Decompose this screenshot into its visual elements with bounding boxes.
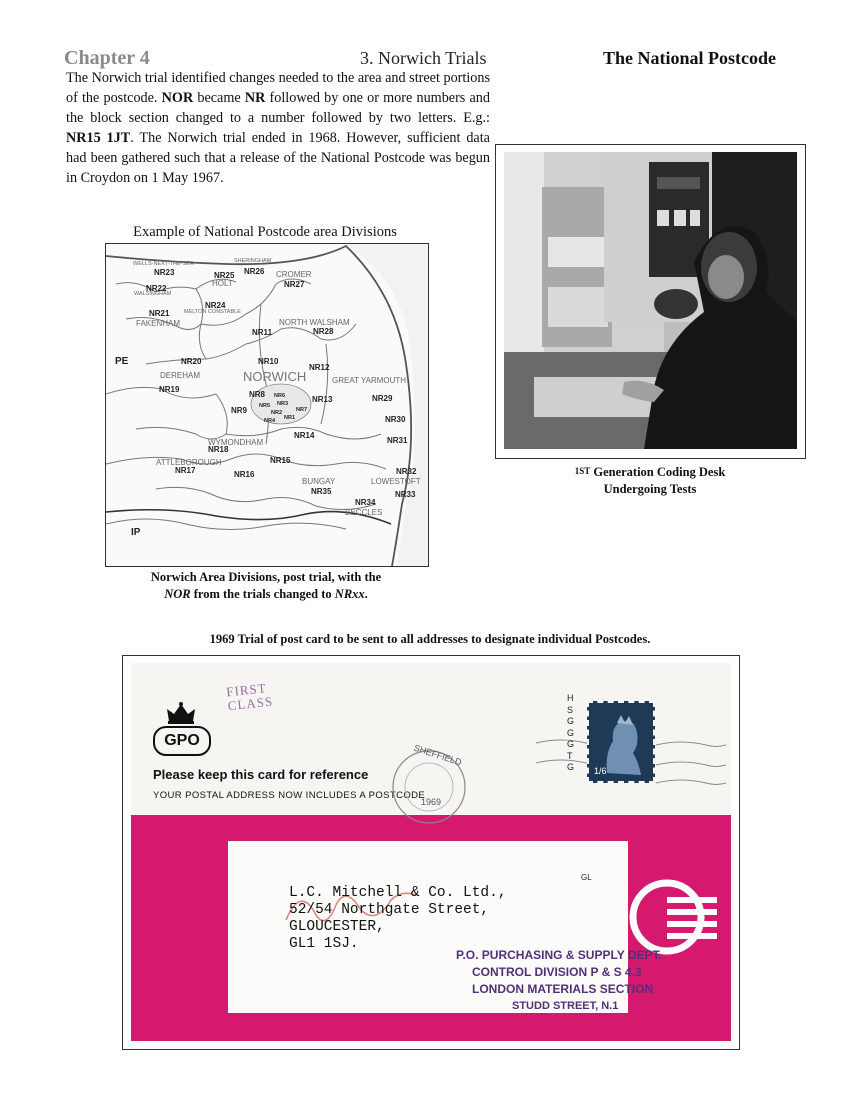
town-label: DEREHAM	[160, 371, 201, 380]
district-code: NR7	[296, 407, 308, 413]
district-code: NR18	[208, 445, 229, 454]
district-code: NR3	[277, 401, 289, 407]
district-code: NR29	[372, 394, 393, 403]
map-title: Example of National Postcode area Divisions	[133, 224, 397, 240]
postcard	[131, 663, 731, 1041]
district-code: NR15	[270, 456, 291, 465]
chapter-label: Chapter 4	[64, 47, 150, 69]
photo-caption: 1ST Generation Coding Desk Undergoing Tests	[574, 465, 726, 496]
sender-stamp: P.O. PURCHASING & SUPPLY DEPT. CONTROL DIVISION P & S 4.3 LONDON MATERIALS SECTION STUDD STREET, N.1	[456, 948, 662, 1012]
map-caption: Norwich Area Divisions, post trial, with the NOR from the trials changed to NRxx.	[150, 570, 382, 601]
crown-icon	[165, 701, 197, 725]
town-label: WYMONDHAM	[208, 438, 264, 447]
keep-card-text: Please keep this card for reference	[153, 767, 369, 782]
postcode-note: YOUR POSTAL ADDRESS NOW INCLUDES A POSTCODE	[153, 790, 426, 801]
district-code: NR1	[284, 415, 296, 421]
district-code: NR32	[396, 467, 417, 476]
postcode-map	[105, 243, 429, 567]
town-label: ATTLEBOROUGH	[156, 458, 222, 467]
district-code: NR8	[249, 390, 266, 399]
town-label: BUNGAY	[302, 477, 336, 486]
town-label: HOLT	[212, 279, 233, 288]
district-code: NR6	[274, 393, 286, 399]
town-label: WALSINGHAM	[134, 291, 172, 297]
postmark-year: 1969	[421, 797, 442, 807]
district-code: NR28	[313, 327, 334, 336]
town-label: FAKENHAM	[136, 319, 181, 328]
district-code: NR13	[312, 395, 333, 404]
town-label: WELLS-NEXT-THE-SEA	[133, 261, 194, 267]
page-title: The National Postcode	[603, 48, 776, 68]
section-title: 3. Norwich Trials	[360, 48, 487, 68]
district-code: NR9	[231, 406, 248, 415]
district-code: NR34	[355, 498, 376, 507]
district-code: NR31	[387, 436, 408, 445]
coding-desk-photo	[495, 144, 806, 459]
district-code: NR10	[258, 357, 279, 366]
gpo-logo: GPO	[153, 726, 211, 756]
town-label: GREAT YARMOUTH	[332, 376, 407, 385]
area-code-pe: PE	[115, 356, 129, 367]
district-code: NR4	[264, 418, 276, 424]
town-label: MELTON CONSTABLE	[184, 309, 241, 315]
district-code: NR16	[234, 470, 255, 479]
district-code: NR21	[149, 309, 170, 318]
postmark-city: SHEFFIELD	[412, 742, 463, 768]
district-code: NR22	[146, 284, 167, 293]
district-code: NR19	[159, 385, 180, 394]
gl-mark: GL	[581, 873, 592, 882]
district-code: NR24	[205, 301, 226, 310]
district-code: NR30	[385, 415, 406, 424]
district-code: NR25	[214, 271, 235, 280]
district-code: NR35	[311, 487, 332, 496]
district-code: NR33	[395, 490, 416, 499]
district-code: NR5	[259, 403, 271, 409]
photo-graphic	[504, 152, 797, 449]
district-code: NR27	[284, 280, 305, 289]
first-class-mark: FIRST CLASS	[225, 680, 274, 714]
postage-stamp	[587, 701, 655, 783]
town-label: CROMER	[276, 270, 312, 279]
stamp-value: 1/6	[594, 766, 607, 776]
town-label: LOWESTOFT	[371, 477, 421, 486]
postcard-frame	[122, 655, 740, 1050]
area-code-ip: IP	[131, 527, 141, 538]
district-code: NR23	[154, 268, 175, 277]
town-label: SHERINGHAM	[234, 258, 272, 264]
town-label: NORWICH	[243, 369, 307, 384]
postcard-title: 1969 Trial of post card to be sent to all addresses to designate individual Postcodes.	[209, 632, 651, 646]
district-code: NR20	[181, 357, 202, 366]
town-label: BECCLES	[345, 508, 383, 517]
recipient-address: L.C. Mitchell & Co. Ltd., 52/54 Northgate Street, GLOUCESTER, GL1 1SJ.	[289, 885, 507, 952]
district-code: NR11	[252, 328, 273, 337]
intro-paragraph: The Norwich trial identified changes needed to the area and street portions of the postcode. NOR became NR followed by one or more numbers and the block section changed to a number followed by two letters. E.g.: NR15 1JT. The Norwich trial ended in 1968. However, sufficient data had been gathered such that a release of the National Postcode was begun in Croydon on 1 May 1967.	[66, 70, 490, 186]
district-code: NR12	[309, 363, 330, 372]
district-code: NR2	[271, 410, 283, 416]
town-label: NORTH WALSHAM	[279, 318, 350, 327]
stamp-margin: H S G G G T G	[567, 693, 575, 772]
district-code: NR26	[244, 267, 265, 276]
district-code: NR17	[175, 466, 196, 475]
district-code: NR14	[294, 431, 315, 440]
